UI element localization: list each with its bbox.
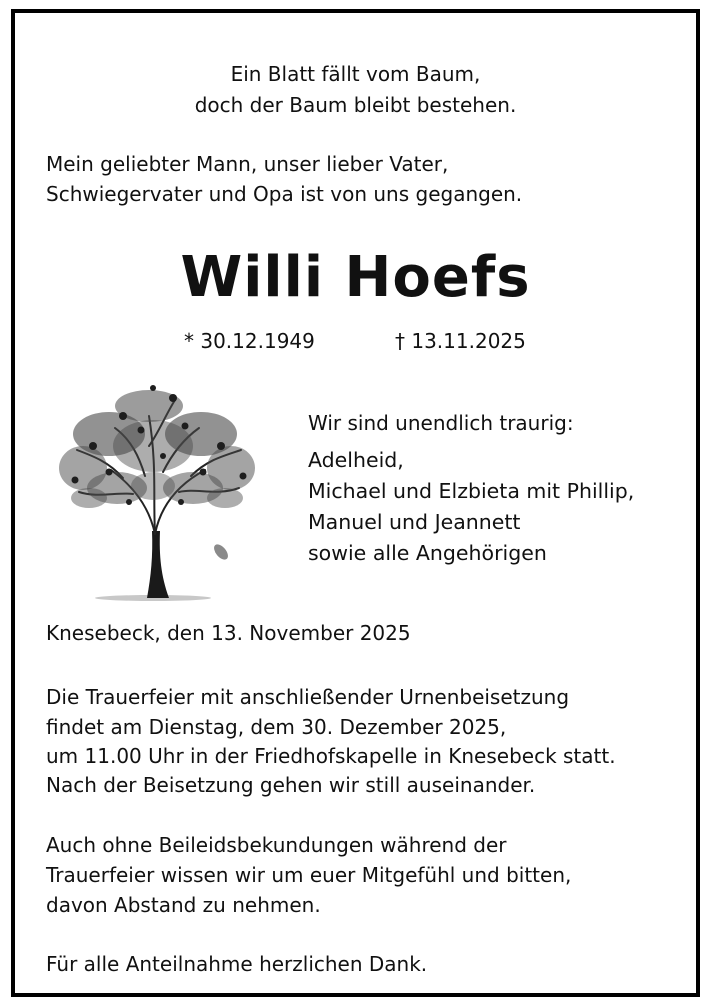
funeral-line-4: Nach der Beisetzung gehen wir still auseinander. [46, 773, 536, 797]
tree-icon [53, 376, 261, 606]
mourners-list [308, 445, 634, 569]
mourner-name: sowie alle Angehörigen [308, 541, 547, 565]
deceased-name: Willi Hoefs [180, 245, 531, 310]
mourner-name: Michael und Elzbieta mit Phillip, [308, 479, 635, 503]
birth-date: * 30.12.1949 [184, 329, 315, 353]
intro-line-2: Schwiegervater und Opa ist von uns gegangen. [46, 182, 523, 206]
place-date: Knesebeck, den 13. November 2025 [46, 621, 411, 645]
intro-line-1: Mein geliebter Mann, unser lieber Vater, [46, 152, 449, 176]
request-line-3: davon Abstand zu nehmen. [46, 893, 321, 917]
funeral-line-1: Die Trauerfeier mit anschließender Urnenbeisetzung [46, 685, 570, 709]
death-date: † 13.11.2025 [395, 329, 526, 353]
motto-line-2: doch der Baum bleibt bestehen. [194, 93, 517, 117]
thanks-line: Für alle Anteilnahme herzlichen Dank. [46, 952, 428, 976]
obituary-frame [11, 9, 700, 997]
mourner-name: Adelheid, [308, 448, 404, 472]
request-line-1: Auch ohne Beileidsbekundungen während der [46, 833, 507, 857]
funeral-line-2: findet am Dienstag, dem 30. Dezember 2025, [46, 715, 507, 739]
motto-line-1: Ein Blatt fällt vom Baum, [230, 62, 481, 86]
mourners-lead: Wir sind unendlich traurig: [308, 411, 574, 435]
mourner-name: Manuel und Jeannett [308, 510, 521, 534]
funeral-line-3: um 11.00 Uhr in der Friedhofskapelle in Knesebeck statt. [46, 744, 616, 768]
request-line-2: Trauerfeier wissen wir um euer Mitgefühl und bitten, [46, 863, 572, 887]
